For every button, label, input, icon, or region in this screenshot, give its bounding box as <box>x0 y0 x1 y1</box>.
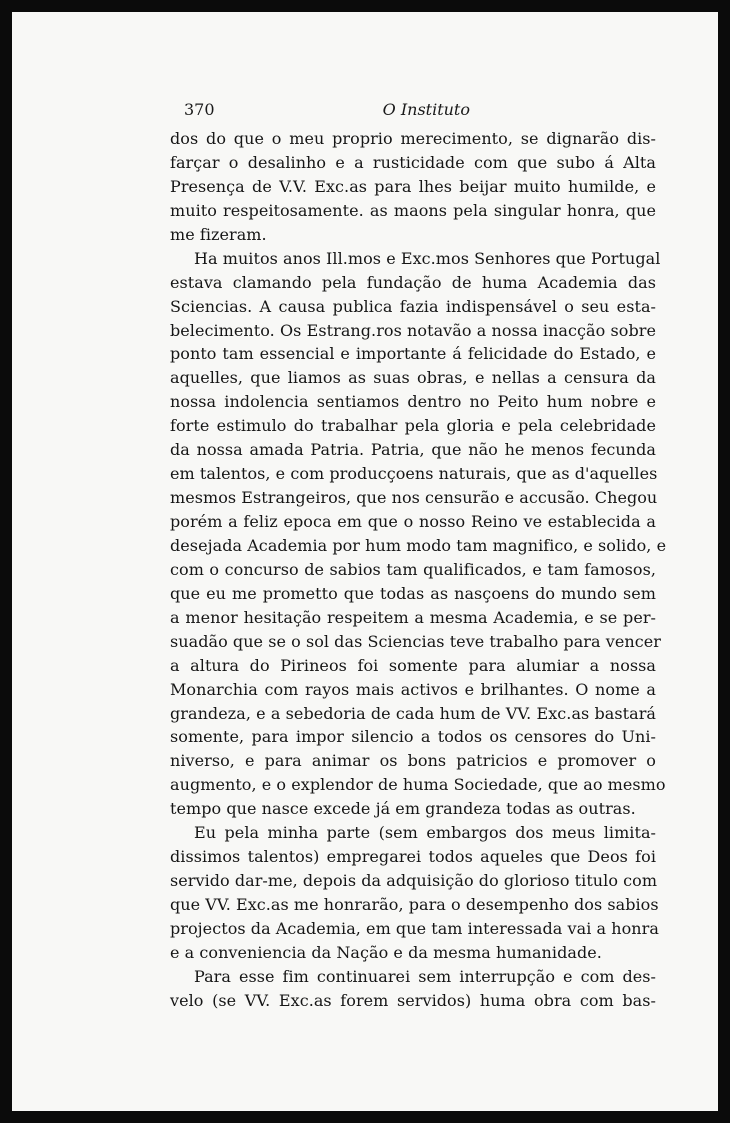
text-line: Sciencias. A causa publica fazia indispensável o seu esta- <box>170 296 656 316</box>
text-line: projectos da Academia, em que tam interessada vai a honra <box>170 918 659 938</box>
text-line: me fizeram. <box>170 224 267 244</box>
text-line: forte estimulo do trabalhar pela gloria e pela celebridade <box>170 416 656 436</box>
text-line: Eu pela minha parte (sem embargos dos meus limita- <box>194 823 656 843</box>
text-line: a altura do Pirineos foi somente para alumiar a nossa <box>170 655 656 675</box>
page-header <box>184 100 470 122</box>
text-line: augmento, e o explendor de huma Sociedade, que ao mesmo <box>170 775 666 795</box>
text-line: farçar o desalinho e a rusticidade com que subo á Alta <box>170 152 656 172</box>
text-line: suadão que se o sol das Sciencias teve trabalho para vencer <box>170 631 661 651</box>
text-line: com o concurso de sabios tam qualificados, e tam famosos, <box>170 559 656 579</box>
text-line: somente, para impor silencio a todos os censores do Uni- <box>170 727 656 747</box>
text-line: Para esse fim continuarei sem interrupção e com des- <box>194 966 656 986</box>
text-line: dos do que o meu proprio merecimento, se dignarão dis- <box>170 129 656 148</box>
text-line: dissimos talentos) empregarei todos aqueles que Deos foi <box>170 847 656 867</box>
page-number: 370 <box>184 100 215 119</box>
text-line: porém a feliz epoca em que o nosso Reino ve establecida a <box>170 512 656 531</box>
text-line: grandeza, e a sebedoria de cada hum de VV. Exc.as bastará <box>170 703 656 723</box>
text-line: belecimento. Os Estrang.ros notavão a nossa inacção sobre <box>170 320 656 340</box>
text-line: desejada Academia por hum modo tam magnifico, e solido, e <box>170 535 667 555</box>
running-title: O Instituto <box>382 100 470 119</box>
text-line: niverso, e para animar os bons patricios e promover o <box>170 751 656 771</box>
text-line: ponto tam essencial e importante á felicidade do Estado, e <box>170 344 656 364</box>
text-line: que eu me prometto que todas as nasçoens do mundo sem <box>170 583 656 603</box>
text-line: Ha muitos anos Ill.mos e Exc.mos Senhores que Portugal <box>194 248 661 268</box>
text-line: a menor hesitação respeitem a mesma Academia, e se per- <box>170 607 656 627</box>
text-line: que VV. Exc.as me honrarão, para o desempenho dos sabios <box>170 895 659 914</box>
text-line: mesmos Estrangeiros, que nos censurão e accusão. Chegou <box>170 488 658 508</box>
text-line: estava clamando pela fundação de huma Academia das <box>170 272 656 292</box>
text-line: da nossa amada Patria. Patria, que não he menos fecunda <box>170 440 656 460</box>
text-line: e a conveniencia da Nação e da mesma humanidade. <box>170 942 602 962</box>
text-line: aquelles, que liamos as suas obras, e nellas a censura da <box>170 368 656 388</box>
text-line: tempo que nasce excede já em grandeza todas as outras. <box>170 799 636 819</box>
body-text <box>170 127 667 1013</box>
text-line: servido dar-me, depois da adquisição do glorioso titulo com <box>170 871 658 891</box>
text-line: muito respeitosamente. as maons pela singular honra, que <box>170 200 656 220</box>
text-line: em talentos, e com producçoens naturais, que as d'aquelles <box>170 464 658 484</box>
text-line: velo (se VV. Exc.as forem servidos) huma obra com bas- <box>170 990 656 1010</box>
text-line: nossa indolencia sentiamos dentro no Peito hum nobre e <box>170 392 656 412</box>
text-line: Monarchia com rayos mais activos e brilhantes. O nome a <box>170 679 656 699</box>
text-line: Presença de V.V. Exc.as para lhes beijar muito humilde, e <box>170 176 656 196</box>
